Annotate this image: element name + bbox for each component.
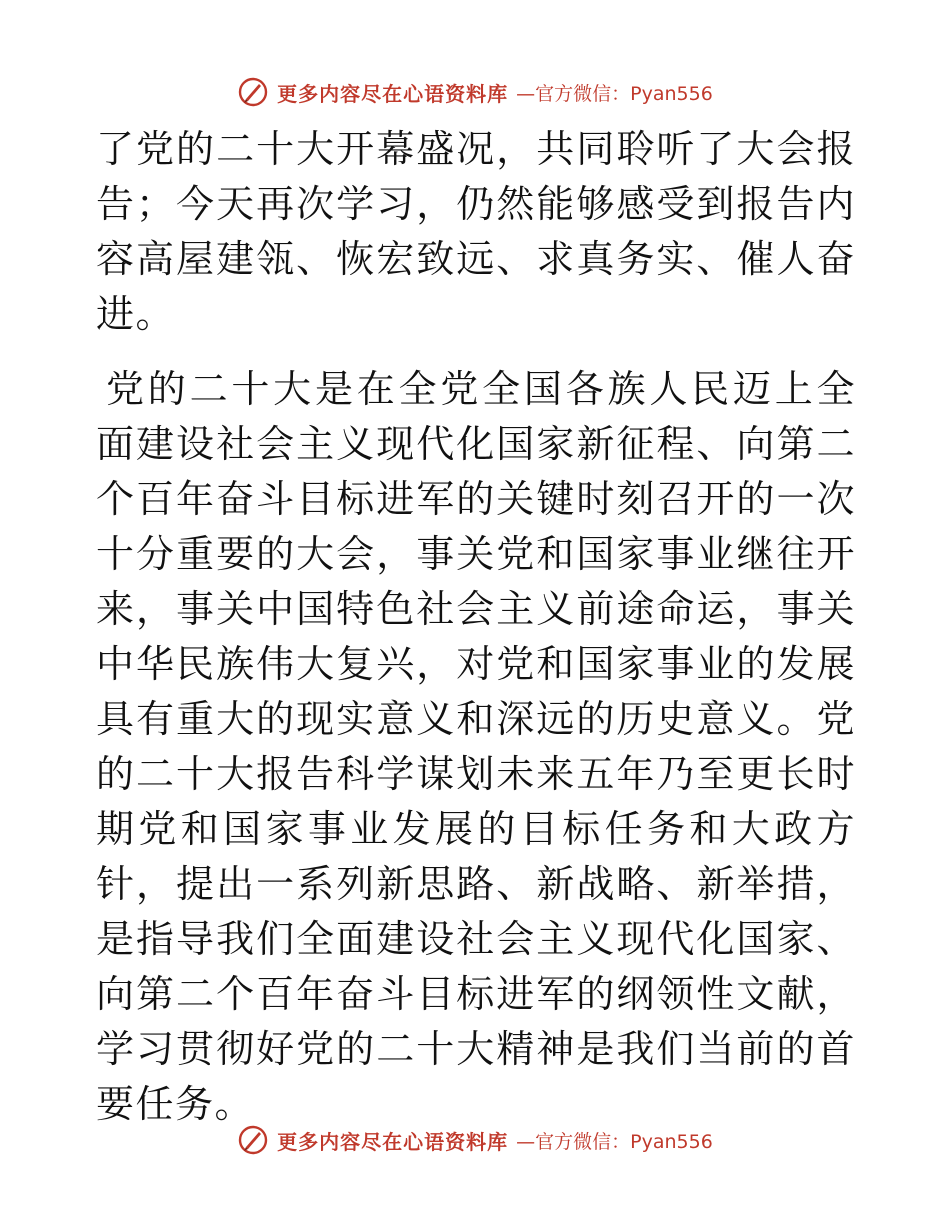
quill-emblem-icon — [237, 76, 269, 108]
page-footer-watermark — [0, 1120, 950, 1160]
footer-brand-text: 更多内容尽在心语资料库 — [277, 1129, 509, 1154]
header-brand-text: 更多内容尽在心语资料库 — [277, 81, 509, 106]
paragraph-2: 党的二十大是在全党全国各族人民迈上全面建设社会主义现代化国家新征程、向第二个百年奋斗目标进军的关键时刻召开的一次十分重要的大会，事关党和国家事业继往开来，事关中国特色社会主义前途命运，事关中华民族伟大复兴，对党和国家事业的发展具有重大的现实意义和深远的历史意义。党的二十大报告科学谋划未来五年乃至更长时期党和国家事业发展的目标任务和大政方针，提出一系列新思路、新战略、新举措，是指导我们全面建设社会主义现代化国家、向第二个百年奋斗目标进军的纲领性文献，学习贯彻好党的二十大精神是我们当前的首要任务。 — [96, 367, 856, 1126]
page-header-watermark — [0, 72, 950, 112]
footer-contact-text: —官方微信：Pyan556 — [516, 1130, 713, 1153]
paragraph-1: 了党的二十大开幕盛况，共同聆听了大会报告；今天再次学习，仍然能够感受到报告内容高屋建瓴、恢宏致远、求真务实、催人奋进。 — [96, 127, 856, 336]
header-contact-text: —官方微信：Pyan556 — [516, 82, 713, 105]
quill-emblem-icon — [237, 1124, 269, 1156]
document-body — [96, 122, 856, 1132]
